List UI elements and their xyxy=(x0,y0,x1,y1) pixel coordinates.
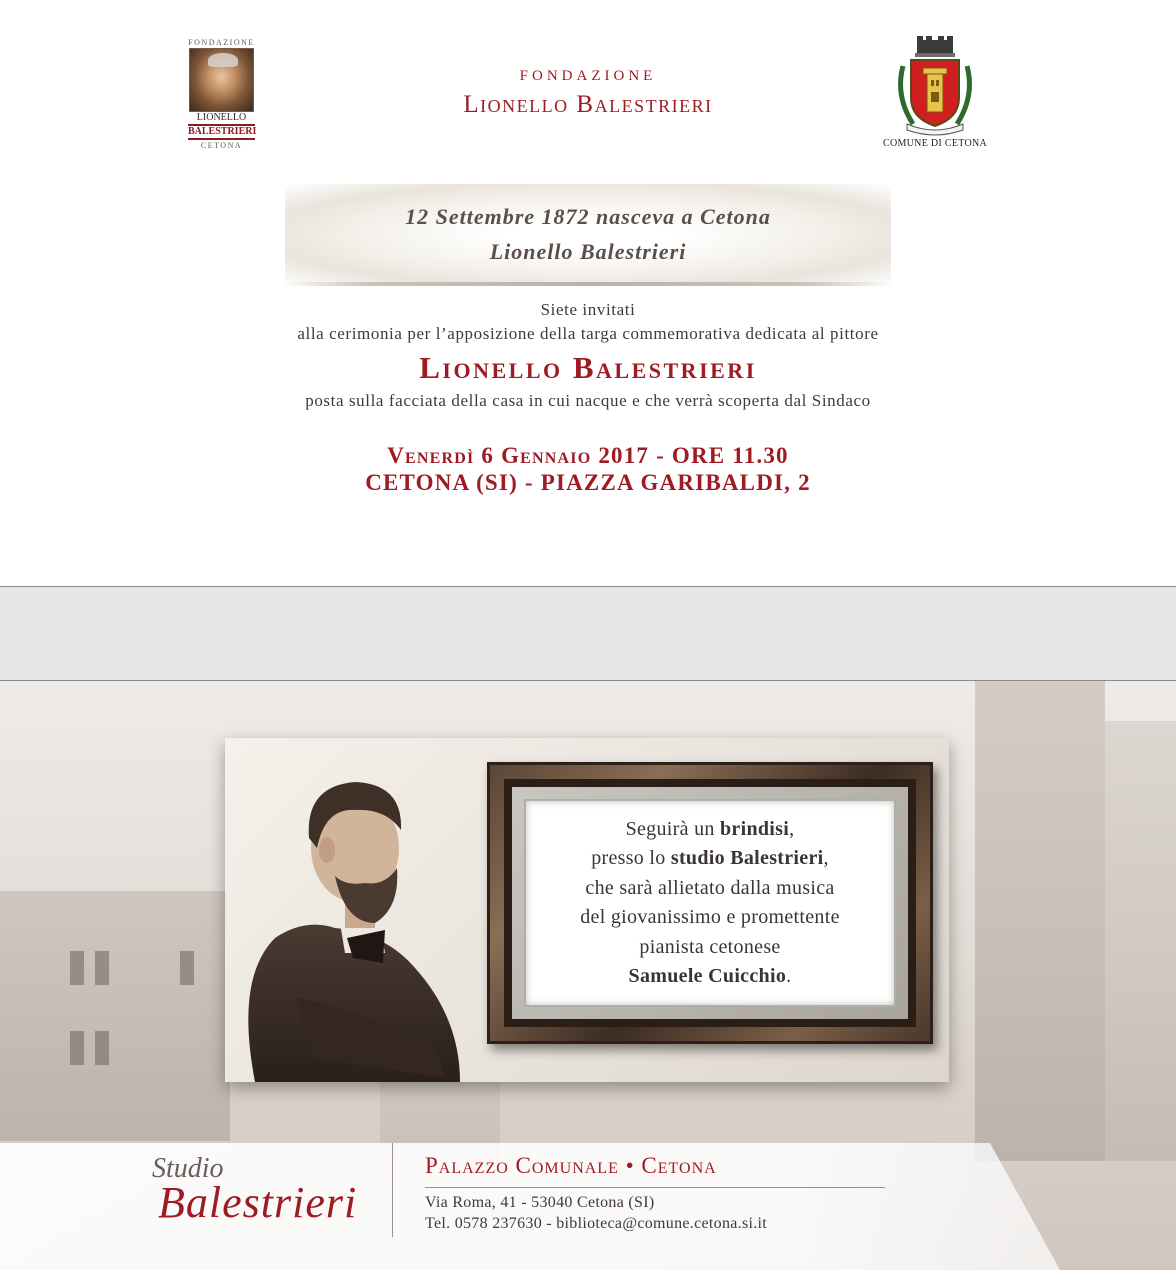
invite-line-3: posta sulla facciata della casa in cui nacque e che verrà scoperta dal Sindaco xyxy=(305,391,871,410)
painter-portrait-icon xyxy=(235,758,475,1082)
painter-name: Lionello Balestrieri xyxy=(419,350,757,385)
event-datetime: Venerdì 6 Gennaio 2017 - ORE 11.30 xyxy=(387,443,789,468)
banner-rule xyxy=(285,282,891,286)
footer-street: Via Roma, 41 - 53040 Cetona (SI) xyxy=(425,1194,655,1211)
footer xyxy=(0,1143,1176,1270)
background-window xyxy=(95,951,109,985)
frame-brindisi: brindisi xyxy=(719,817,790,840)
frame-line-3: che sarà allietato dalla musica xyxy=(585,876,835,899)
fold-band xyxy=(0,586,1176,681)
frame-line-1-post: , xyxy=(789,817,795,840)
fondazione-logo-name-2: BALESTRIERI xyxy=(188,126,257,137)
background-window xyxy=(70,1031,84,1065)
frame-line-2 xyxy=(591,844,829,874)
invitation-text xyxy=(0,298,1176,413)
fondazione-logo-portrait xyxy=(189,48,254,112)
banner-line-1: 12 Settembre 1872 nasceva a Cetona xyxy=(405,204,771,229)
frame-line-6-post: . xyxy=(786,965,792,987)
studio-logo-small: Studio xyxy=(152,1153,224,1184)
logo-divider xyxy=(188,138,255,140)
birth-banner xyxy=(285,184,891,286)
footer-contact: Tel. 0578 237630 - biblioteca@comune.cetona.si.it xyxy=(425,1215,768,1232)
frame-line-1-pre: Seguirà un xyxy=(625,817,720,840)
fondazione-name: Lionello Balestrieri xyxy=(463,91,713,118)
frame-line-1 xyxy=(626,815,795,845)
footer-address xyxy=(425,1153,885,1234)
background-building xyxy=(0,891,230,1141)
frame-pianist: Samuele Cuicchio xyxy=(628,965,787,987)
comune-crest xyxy=(880,36,990,158)
footer-divider xyxy=(392,1143,393,1237)
frame-line-2-pre: presso lo xyxy=(591,847,671,869)
fondazione-logo xyxy=(188,38,255,150)
background-window xyxy=(95,1031,109,1065)
fondazione-title xyxy=(388,68,788,119)
studio-logo-big: Balestrieri xyxy=(158,1178,358,1227)
fondazione-logo-name-3: CETONA xyxy=(200,141,243,150)
invite-line-2: alla cerimonia per l’apposizione della targa commemorativa dedicata al pittore xyxy=(297,324,879,343)
photo-card xyxy=(225,738,949,1082)
footer-place: Palazzo Comunale • Cetona xyxy=(425,1153,885,1188)
picture-frame xyxy=(487,762,933,1044)
invitation-top xyxy=(0,0,1176,586)
background-tower xyxy=(975,681,1105,1161)
invitation-bottom xyxy=(0,681,1176,1270)
invite-line-1: Siete invitati xyxy=(540,300,636,319)
comune-caption: COMUNE DI CETONA xyxy=(882,138,988,149)
fondazione-kicker: FONDAZIONE xyxy=(519,68,657,84)
studio-balestrieri-logo xyxy=(150,1153,380,1243)
frame-line-2-post: , xyxy=(823,847,829,869)
frame-line-4: del giovanissimo e promettente xyxy=(580,906,840,928)
banner-line-2: Lionello Balestrieri xyxy=(489,239,687,264)
frame-studio: studio Balestrieri xyxy=(670,847,824,869)
background-building xyxy=(1105,721,1176,1161)
background-window xyxy=(70,951,84,985)
event-details xyxy=(0,442,1176,496)
frame-line-5: pianista cetonese xyxy=(639,935,781,958)
fondazione-logo-top-text: FONDAZIONE xyxy=(188,38,255,47)
background-window xyxy=(180,951,194,985)
crest-icon xyxy=(893,36,977,136)
event-location: CETONA (SI) - PIAZZA GARIBALDI, 2 xyxy=(365,470,811,495)
fondazione-logo-name-1: LIONELLO xyxy=(196,112,247,123)
frame-message xyxy=(524,799,896,1007)
frame-line-6 xyxy=(629,962,792,992)
